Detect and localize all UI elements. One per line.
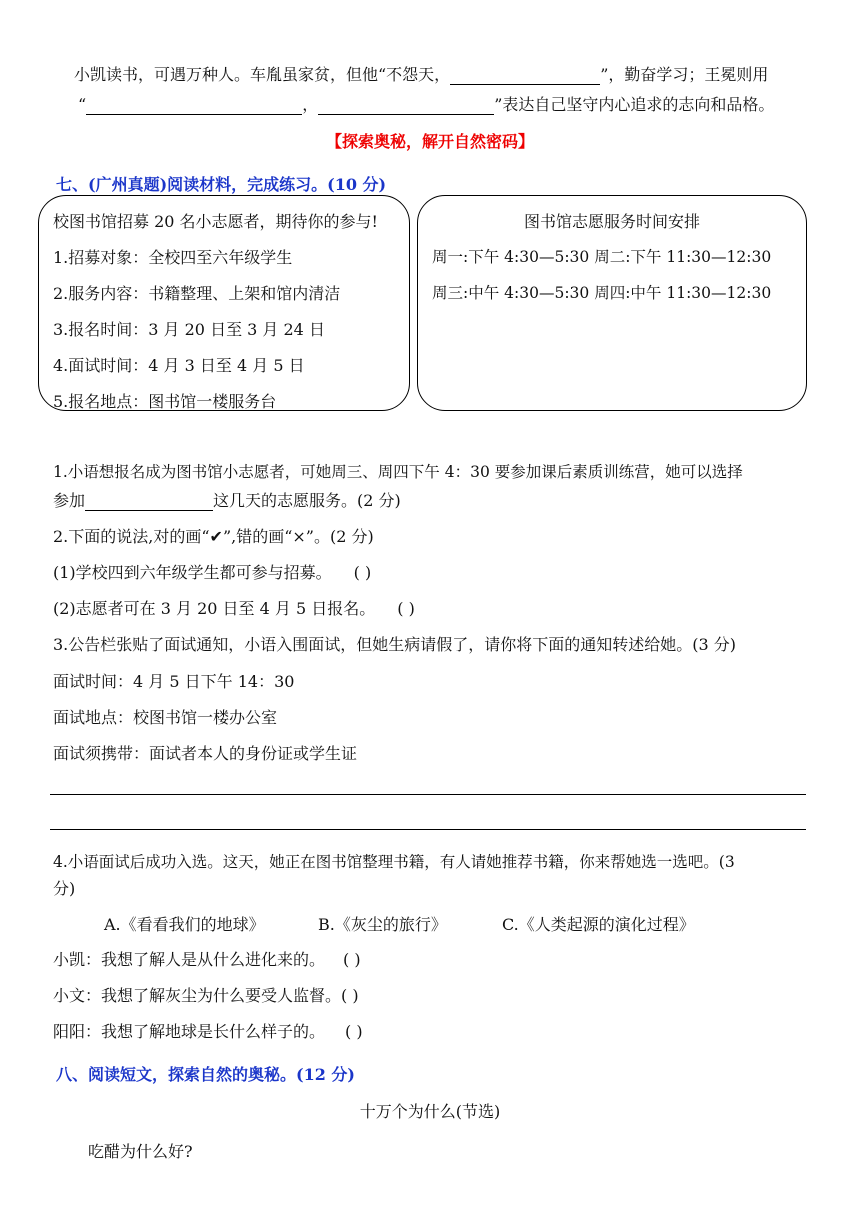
question-1: 1.小语想报名成为图书馆小志愿者，可她周三、周四下午 4：30 要参加课后素质训练营，她可以选择	[53, 463, 743, 481]
option-b: B.《灰尘的旅行》	[318, 915, 447, 934]
question-1-cont: 参加 这几天的志愿服务。(2 分)	[53, 491, 401, 510]
yangyang-line: 阳阳：我想了解地球是长什么样子的。 ( )	[53, 1022, 363, 1041]
xiaokai-line: 小凯：我想了解人是从什么进化来的。 ( )	[53, 950, 361, 969]
notice-item: 2.服务内容：书籍整理、上架和馆内清洁	[53, 284, 341, 303]
section-banner: 【探索奥秘，解开自然密码】	[325, 132, 534, 151]
schedule-row: 周一:下午 4:30—5:30 周二:下午 11:30—12:30	[432, 248, 772, 266]
notice-item: 5.报名地点：图书馆一楼服务台	[53, 392, 277, 411]
answer-parentheses[interactable]: ( )	[345, 1022, 363, 1041]
article-first-line: 吃醋为什么好?	[88, 1142, 193, 1161]
fill-blank[interactable]	[85, 492, 213, 511]
article-title: 十万个为什么(节选)	[359, 1102, 501, 1121]
question-4: 4.小语面试后成功入选。这天，她正在图书馆整理书籍，有人请她推荐书籍，你来帮她选一选吧。(3	[53, 853, 735, 871]
question-2-2: (2)志愿者可在 3 月 20 日至 4 月 5 日报名。 ( )	[53, 599, 415, 618]
section-7-title: 七、(广州真题)阅读材料，完成练习。(10 分)	[56, 175, 387, 194]
notice-item: 1.招募对象：全校四至六年级学生	[53, 248, 293, 267]
answer-line[interactable]	[50, 829, 806, 830]
notice-item: 3.报名时间：3 月 20 日至 3 月 24 日	[53, 320, 325, 339]
intro-line-1: 小凯读书，可遇万种人。车胤虽家贫，但他“不怨天， ”，勤奋学习；王冕则用	[74, 65, 769, 84]
notice-heading: 校图书馆招募 20 名小志愿者，期待你的参与!	[53, 212, 378, 231]
section-8-title: 八、阅读短文，探索自然的奥秘。(12 分)	[56, 1065, 355, 1084]
fill-blank[interactable]	[450, 66, 600, 85]
answer-parentheses[interactable]: ( )	[341, 986, 359, 1005]
answer-parentheses[interactable]: ( )	[343, 950, 361, 969]
schedule-heading: 图书馆志愿服务时间安排	[523, 212, 700, 231]
xiaowen-line: 小文：我想了解灰尘为什么要受人监督。( )	[53, 986, 359, 1005]
option-c: C.《人类起源的演化过程》	[502, 915, 695, 934]
intro-line-2: “ ， ”表达自己坚守内心追求的志向和品格。	[78, 95, 775, 114]
option-a: A.《看看我们的地球》	[104, 915, 265, 934]
question-3: 3.公告栏张贴了面试通知，小语入围面试，但她生病请假了，请你将下面的通知转述给她。(3 分)	[53, 635, 737, 654]
question-2: 2.下面的说法,对的画“✔”,错的画“×”。(2 分)	[53, 527, 374, 546]
question-4-cont: 分)	[53, 879, 76, 898]
answer-parentheses[interactable]: ( )	[353, 563, 372, 582]
fill-blank[interactable]	[86, 96, 302, 115]
answer-line[interactable]	[50, 794, 806, 795]
answer-parentheses[interactable]: ( )	[397, 599, 415, 618]
interview-time: 面试时间：4 月 5 日下午 14：30	[53, 672, 295, 691]
notice-item: 4.面试时间：4 月 3 日至 4 月 5 日	[53, 356, 305, 375]
fill-blank[interactable]	[318, 96, 494, 115]
interview-bring: 面试须携带：面试者本人的身份证或学生证	[53, 744, 358, 763]
question-2-1: (1)学校四到六年级学生都可参与招募。 ( )	[53, 563, 372, 582]
schedule-row: 周三:中午 4:30—5:30 周四:中午 11:30—12:30	[432, 284, 772, 302]
interview-place: 面试地点：校图书馆一楼办公室	[53, 708, 278, 727]
